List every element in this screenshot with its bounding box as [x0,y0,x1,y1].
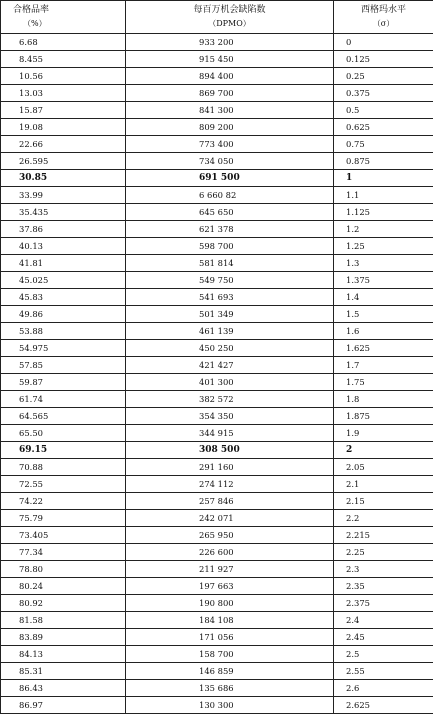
dpmo-cell: 461 139 [126,323,334,340]
yield-cell: 72.55 [1,476,126,493]
header-yield-title: 合格品率 [13,5,49,15]
yield-cell: 61.74 [1,391,126,408]
sigma-cell: 1.25 [334,238,433,255]
dpmo-cell: 549 750 [126,272,334,289]
dpmo-cell: 158 700 [126,646,334,663]
yield-cell: 22.66 [1,136,126,153]
table-row [1,272,433,289]
table-row [1,238,433,255]
dpmo-cell: 621 378 [126,221,334,238]
sigma-cell: 1.5 [334,306,433,323]
dpmo-cell: 257 846 [126,493,334,510]
dpmo-cell: 581 814 [126,255,334,272]
table-header [1,1,433,34]
sigma-cell: 0.5 [334,102,433,119]
yield-cell: 45.025 [1,272,126,289]
table-row [1,391,433,408]
table-row [1,51,433,68]
yield-cell: 41.81 [1,255,126,272]
yield-cell: 78.80 [1,561,126,578]
dpmo-cell: 171 056 [126,629,334,646]
dpmo-cell: 691 500 [126,170,334,187]
yield-cell: 6.68 [1,34,126,51]
table-row [1,306,433,323]
header-sigma-title: 西格玛水平 [361,5,406,15]
dpmo-cell: 915 450 [126,51,334,68]
table-row [1,357,433,374]
table-row [1,68,433,85]
yield-cell: 74.22 [1,493,126,510]
dpmo-cell: 308 500 [126,442,334,459]
dpmo-cell: 130 300 [126,697,334,714]
table-row [1,85,433,102]
table-row [1,476,433,493]
dpmo-cell: 598 700 [126,238,334,255]
yield-cell: 77.34 [1,544,126,561]
yield-cell: 53.88 [1,323,126,340]
dpmo-cell: 211 927 [126,561,334,578]
yield-cell: 86.43 [1,680,126,697]
yield-cell: 80.92 [1,595,126,612]
table-row [1,442,433,459]
yield-cell: 54.975 [1,340,126,357]
table-row [1,221,433,238]
sigma-cell: 1.9 [334,425,433,442]
dpmo-cell: 401 300 [126,374,334,391]
yield-cell: 83.89 [1,629,126,646]
sigma-cell: 0.125 [334,51,433,68]
table-row [1,578,433,595]
table-row [1,612,433,629]
table-row [1,136,433,153]
table-row [1,255,433,272]
dpmo-cell: 265 950 [126,527,334,544]
sigma-cell: 0 [334,34,433,51]
dpmo-cell: 226 600 [126,544,334,561]
dpmo-cell: 421 427 [126,357,334,374]
sigma-cell: 1.3 [334,255,433,272]
table-row [1,323,433,340]
yield-cell: 80.24 [1,578,126,595]
yield-cell: 37.86 [1,221,126,238]
dpmo-cell: 242 071 [126,510,334,527]
sigma-cell: 1.4 [334,289,433,306]
yield-cell: 70.88 [1,459,126,476]
yield-cell: 84.13 [1,646,126,663]
sigma-cell: 1.2 [334,221,433,238]
dpmo-cell: 501 349 [126,306,334,323]
sigma-cell: 2.3 [334,561,433,578]
sigma-cell: 2.625 [334,697,433,714]
dpmo-cell: 734 050 [126,153,334,170]
yield-cell: 86.97 [1,697,126,714]
sigma-cell: 2.25 [334,544,433,561]
yield-cell: 26.595 [1,153,126,170]
table-row [1,527,433,544]
table-row [1,459,433,476]
header-dpmo [126,1,334,34]
sigma-cell: 1.625 [334,340,433,357]
table-row [1,170,433,187]
yield-cell: 69.15 [1,442,126,459]
table-row [1,187,433,204]
sigma-cell: 2.5 [334,646,433,663]
table-row [1,663,433,680]
sigma-cell: 0.75 [334,136,433,153]
table-row [1,510,433,527]
yield-cell: 49.86 [1,306,126,323]
sigma-cell: 1.875 [334,408,433,425]
sigma-cell: 2.2 [334,510,433,527]
dpmo-cell: 146 859 [126,663,334,680]
sigma-cell: 1.6 [334,323,433,340]
dpmo-cell: 869 700 [126,85,334,102]
sigma-cell: 0.375 [334,85,433,102]
table-row [1,544,433,561]
yield-cell: 59.87 [1,374,126,391]
header-dpmo-title: 每百万机会缺陷数 [193,5,265,15]
yield-cell: 57.85 [1,357,126,374]
sigma-cell: 2.15 [334,493,433,510]
sigma-cell: 2.4 [334,612,433,629]
sigma-cell: 1.8 [334,391,433,408]
sigma-cell: 0.875 [334,153,433,170]
header-sigma-unit: （σ） [334,17,433,30]
dpmo-cell: 197 663 [126,578,334,595]
sigma-cell: 1.1 [334,187,433,204]
yield-cell: 45.83 [1,289,126,306]
sigma-cell: 1.75 [334,374,433,391]
header-yield-unit: （%） [13,17,125,30]
yield-cell: 81.58 [1,612,126,629]
sigma-cell: 2 [334,442,433,459]
dpmo-cell: 344 915 [126,425,334,442]
yield-cell: 30.85 [1,170,126,187]
dpmo-cell: 894 400 [126,68,334,85]
sigma-cell: 2.05 [334,459,433,476]
table-row [1,646,433,663]
dpmo-cell: 450 250 [126,340,334,357]
table-body [1,34,433,714]
yield-cell: 35.435 [1,204,126,221]
dpmo-cell: 541 693 [126,289,334,306]
sigma-cell: 2.375 [334,595,433,612]
dpmo-cell: 354 350 [126,408,334,425]
table-row [1,374,433,391]
header-yield [1,1,126,34]
yield-cell: 75.79 [1,510,126,527]
table-row [1,340,433,357]
yield-cell: 19.08 [1,119,126,136]
sigma-cell: 1 [334,170,433,187]
dpmo-cell: 135 686 [126,680,334,697]
table-row [1,493,433,510]
sigma-cell: 1.7 [334,357,433,374]
dpmo-cell: 933 200 [126,34,334,51]
dpmo-cell: 291 160 [126,459,334,476]
yield-cell: 73.405 [1,527,126,544]
dpmo-cell: 773 400 [126,136,334,153]
sigma-cell: 2.6 [334,680,433,697]
yield-cell: 64.565 [1,408,126,425]
header-row [1,1,433,34]
table-row [1,629,433,646]
sigma-cell: 0.25 [334,68,433,85]
table-row [1,119,433,136]
table-row [1,697,433,714]
yield-cell: 10.56 [1,68,126,85]
table-row [1,204,433,221]
table-row [1,425,433,442]
table-row [1,595,433,612]
table-row [1,561,433,578]
dpmo-cell: 645 650 [126,204,334,221]
table-row [1,102,433,119]
dpmo-cell: 382 572 [126,391,334,408]
table-row [1,680,433,697]
sigma-cell: 2.55 [334,663,433,680]
yield-cell: 13.03 [1,85,126,102]
table-row [1,408,433,425]
yield-cell: 8.455 [1,51,126,68]
dpmo-cell: 841 300 [126,102,334,119]
dpmo-cell: 190 800 [126,595,334,612]
table-row [1,289,433,306]
table-row [1,34,433,51]
sigma-cell: 2.215 [334,527,433,544]
sigma-cell: 2.35 [334,578,433,595]
dpmo-cell: 274 112 [126,476,334,493]
yield-cell: 65.50 [1,425,126,442]
header-sigma [334,1,433,34]
sigma-cell: 1.125 [334,204,433,221]
yield-cell: 15.87 [1,102,126,119]
yield-cell: 85.31 [1,663,126,680]
yield-cell: 33.99 [1,187,126,204]
sigma-cell: 1.375 [334,272,433,289]
sigma-cell: 2.1 [334,476,433,493]
sigma-cell: 0.625 [334,119,433,136]
dpmo-cell: 184 108 [126,612,334,629]
table-row [1,153,433,170]
dpmo-cell: 809 200 [126,119,334,136]
dpmo-cell: 6 660 82 [126,187,334,204]
sigma-cell: 2.45 [334,629,433,646]
yield-cell: 40.13 [1,238,126,255]
header-dpmo-unit: （DPMO） [126,17,333,30]
